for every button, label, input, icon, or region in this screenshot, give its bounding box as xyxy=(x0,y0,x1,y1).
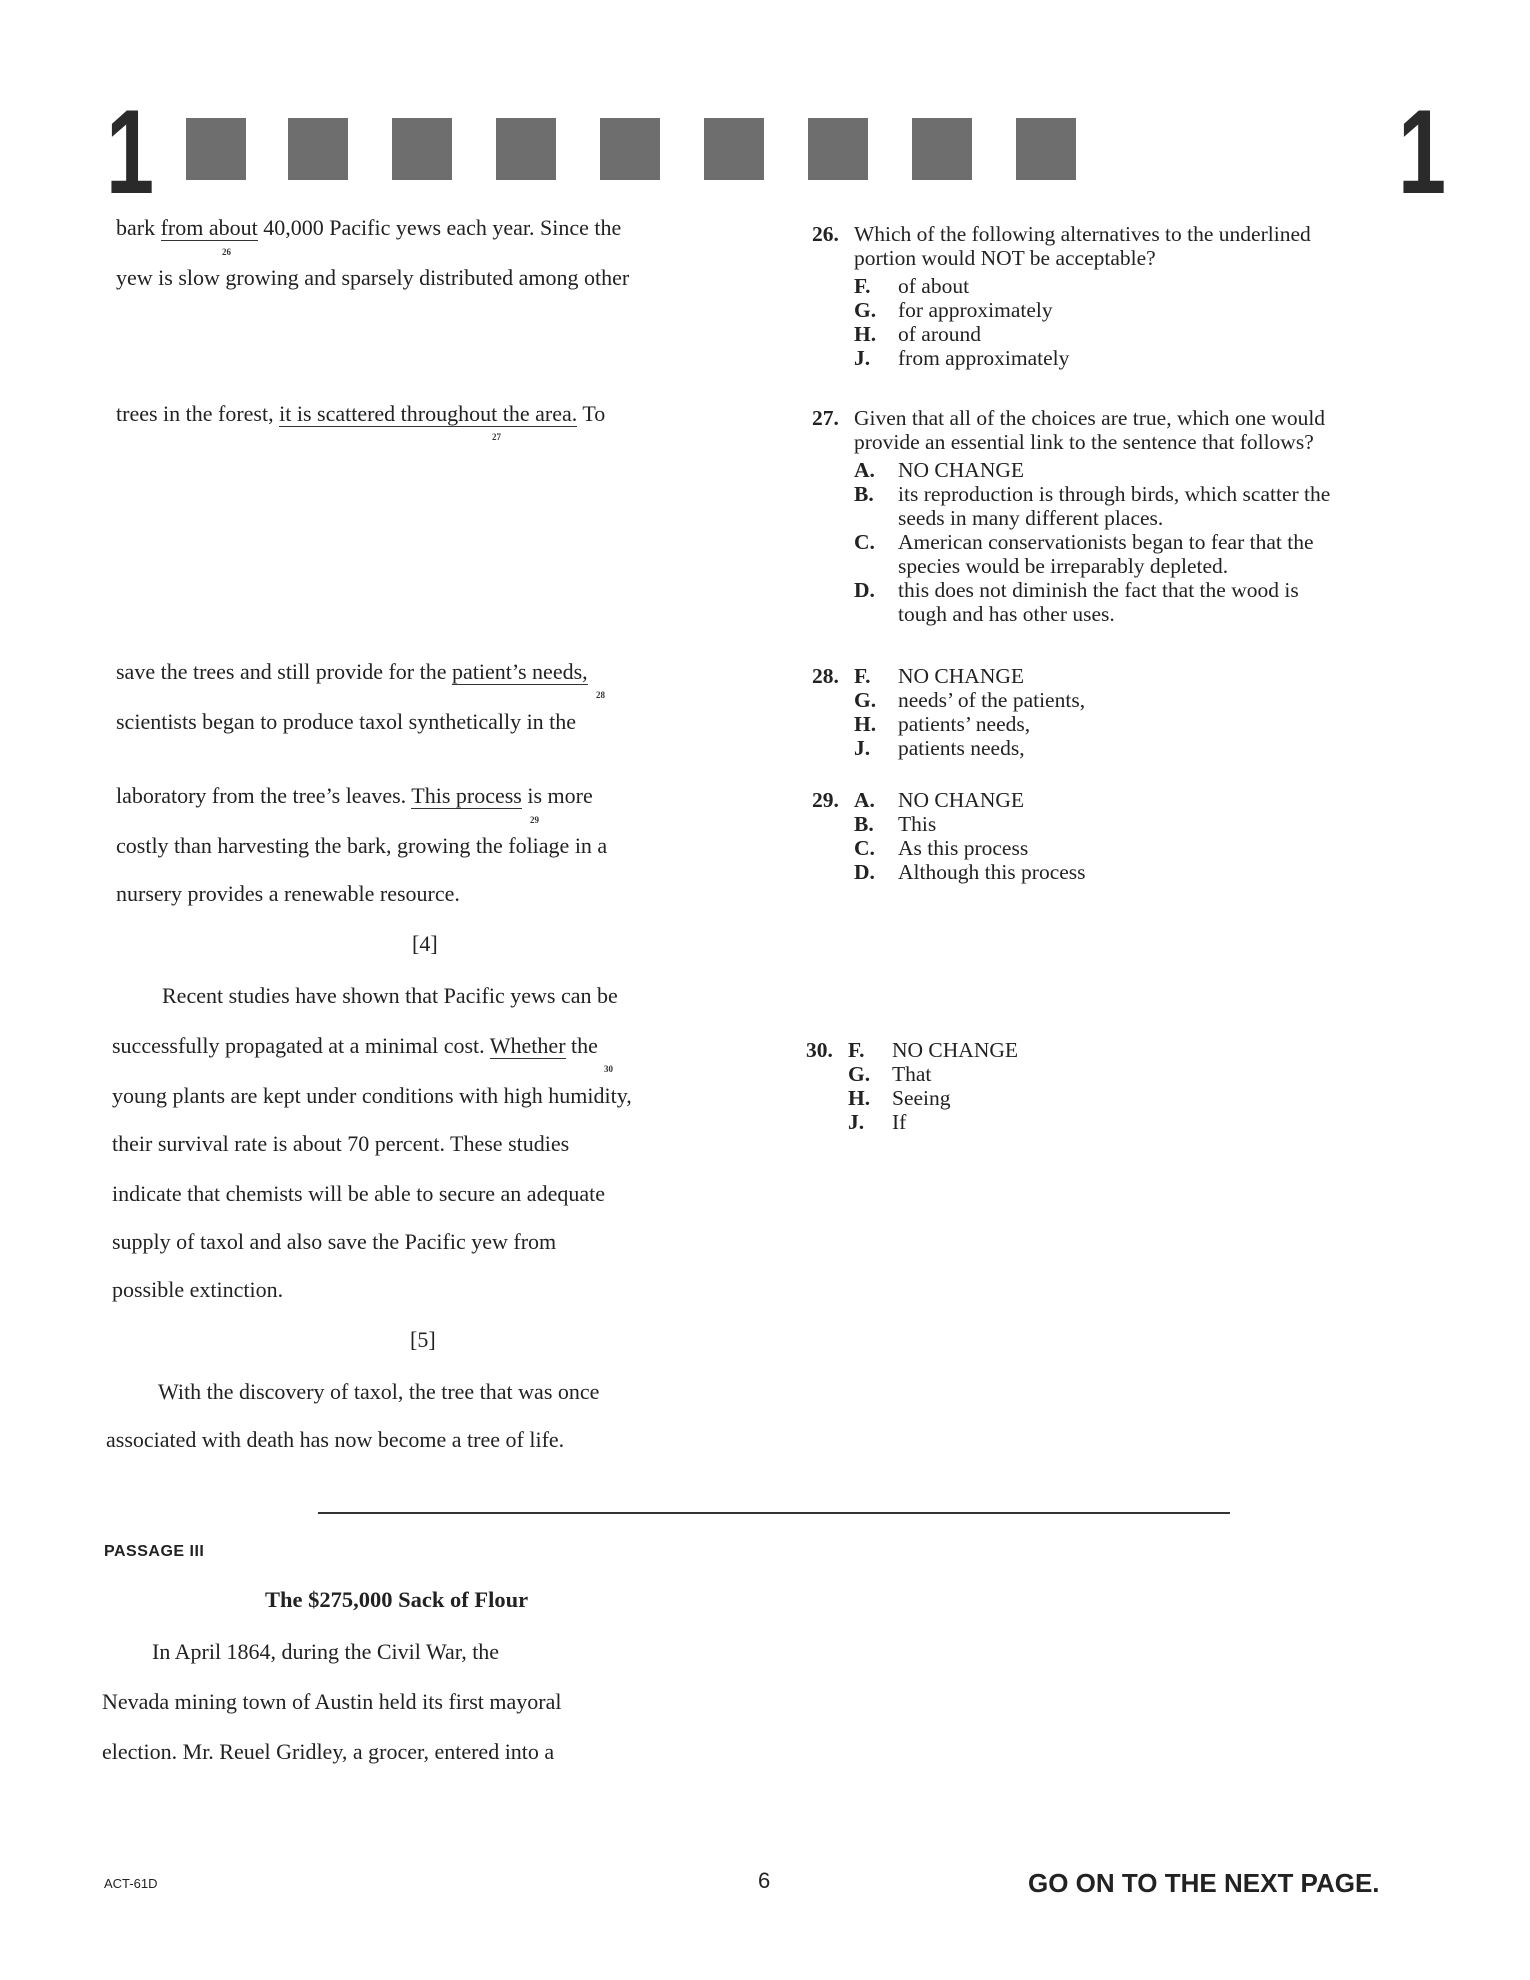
passage-line: supply of taxol and also save the Pacific yew from xyxy=(112,1229,557,1254)
question-30: 30. F. NO CHANGE G. That H. Seeing J. If xyxy=(806,1038,1446,1134)
question-28: 28. F. NO CHANGE G. needs’ of the patients, H. patients’ needs, J. patients needs, xyxy=(812,664,1452,760)
passage-line: successfully propagated at a minimal cost. Whether the xyxy=(112,1033,598,1058)
passage-line: Recent studies have shown that Pacific yews can be xyxy=(162,983,618,1008)
passage-line: associated with death has now become a tree of life. xyxy=(106,1427,565,1452)
answer-option[interactable]: B. This xyxy=(854,812,937,836)
answer-option[interactable]: H. Seeing xyxy=(848,1086,951,1110)
header-block xyxy=(186,118,246,180)
passage-line: election. Mr. Reuel Gridley, a grocer, entered into a xyxy=(102,1739,555,1764)
form-code: ACT-61D xyxy=(104,1876,158,1891)
answer-option[interactable]: H. of around xyxy=(854,322,981,346)
answer-option[interactable]: G. for approximately xyxy=(854,298,1053,322)
answer-option[interactable]: D. Although this process xyxy=(854,860,1086,884)
page-number: 6 xyxy=(758,1868,771,1893)
question-marker-27: 27 xyxy=(492,432,501,442)
paragraph-marker: [5] xyxy=(410,1327,436,1352)
question-26: 26. Which of the following alternatives to the underlined portion would NOT be acceptable? F. of about G. for approximately H. of around J. from approximately xyxy=(812,222,1452,370)
section-number-right: 1 xyxy=(1398,85,1447,219)
passage-line: their survival rate is about 70 percent. These studies xyxy=(112,1131,570,1156)
paragraph-marker: [4] xyxy=(412,931,438,956)
header-block xyxy=(808,118,868,180)
passage-line: yew is slow growing and sparsely distributed among other xyxy=(116,265,630,290)
answer-option[interactable]: B. its reproduction is through birds, which scatter the seeds in many different places. xyxy=(854,482,1331,530)
passage-line: In April 1864, during the Civil War, the xyxy=(152,1639,500,1664)
passage-line: indicate that chemists will be able to secure an adequate xyxy=(112,1181,605,1206)
passage-line: Nevada mining town of Austin held its first mayoral xyxy=(102,1689,562,1714)
next-page-instruction: GO ON TO THE NEXT PAGE. xyxy=(1028,1868,1380,1898)
passage-line: laboratory from the tree’s leaves. This process is more xyxy=(116,783,593,808)
question-29: 29. A. NO CHANGE B. This C. As this process D. Although this process xyxy=(812,788,1452,884)
passage-line: young plants are kept under conditions with high humidity, xyxy=(112,1083,632,1108)
passage-line: possible extinction. xyxy=(112,1277,284,1302)
question-marker-30: 30 xyxy=(604,1064,613,1074)
question-marker-29: 29 xyxy=(530,815,539,825)
header-block xyxy=(704,118,764,180)
question-27: 27. Given that all of the choices are true, which one would provide an essential link to the sentence that follows? A. NO CHANGE B. its reproduction is through birds, which scatter the seeds in many different places. C. American conservationists began to fear that the species would be irreparably depleted. D. this does not diminish the fact that the wood is tough and has other uses. xyxy=(812,406,1452,626)
section-divider xyxy=(318,1512,1230,1514)
section-number-left: 1 xyxy=(106,85,155,219)
header-block xyxy=(1016,118,1076,180)
passage-line: save the trees and still provide for the patient’s needs, xyxy=(116,659,588,684)
answer-option[interactable]: F. of about xyxy=(854,274,970,298)
answer-option[interactable]: G. needs’ of the patients, xyxy=(854,688,1086,712)
passage-title: The $275,000 Sack of Flour xyxy=(265,1587,529,1612)
answer-option[interactable]: G. That xyxy=(848,1062,932,1086)
passage-line: costly than harvesting the bark, growing the foliage in a xyxy=(116,833,608,858)
answer-option[interactable]: A. NO CHANGE xyxy=(854,458,1025,482)
answer-option[interactable]: H. patients’ needs, xyxy=(854,712,1031,736)
answer-option[interactable]: J. patients needs, xyxy=(854,736,1025,760)
underlined-portion-28: patient’s needs, xyxy=(452,659,588,684)
answer-option[interactable]: C. As this process xyxy=(854,836,1029,860)
header-block xyxy=(496,118,556,180)
passage-label: PASSAGE III xyxy=(104,1543,205,1560)
underlined-portion-29: This process xyxy=(411,783,522,808)
passage-line: With the discovery of taxol, the tree that was once xyxy=(158,1379,600,1404)
header-block xyxy=(392,118,452,180)
passage-line: bark from about 40,000 Pacific yews each year. Since the xyxy=(116,215,622,240)
header-block xyxy=(288,118,348,180)
underlined-portion-30: Whether xyxy=(489,1033,566,1058)
question-marker-26: 26 xyxy=(222,247,231,257)
answer-option[interactable]: J. If xyxy=(848,1110,907,1134)
question-marker-28: 28 xyxy=(596,690,605,700)
answer-option[interactable]: J. from approximately xyxy=(854,346,1070,370)
answer-option[interactable]: C. American conservationists began to fear that the species would be irreparably depleted. xyxy=(854,530,1314,578)
answer-option[interactable]: D. this does not diminish the fact that the wood is tough and has other uses. xyxy=(854,578,1299,626)
header-block xyxy=(600,118,660,180)
passage-line: trees in the forest, it is scattered throughout the area. To xyxy=(116,401,606,426)
passage-line: scientists began to produce taxol synthetically in the xyxy=(116,709,577,734)
underlined-portion-27: it is scattered throughout the area. xyxy=(279,401,578,426)
underlined-portion-26: from about xyxy=(160,215,258,240)
passage-line: nursery provides a renewable resource. xyxy=(116,881,460,906)
header-block xyxy=(912,118,972,180)
